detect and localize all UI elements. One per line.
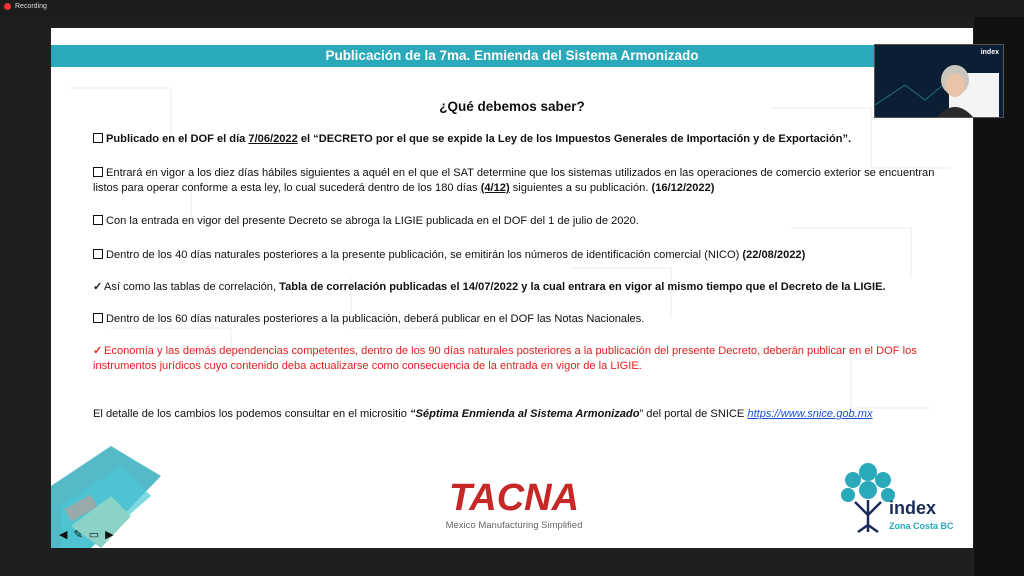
slide-controls <box>59 528 114 541</box>
next-icon[interactable]: ▶ <box>105 529 114 541</box>
checkbox-bullet-icon <box>93 133 103 143</box>
tacna-logo <box>429 476 599 516</box>
checkbox-bullet-icon <box>93 249 103 259</box>
checkmark-bullet-icon: ✓ <box>93 345 103 357</box>
detail-line <box>93 408 973 420</box>
index-brand: index <box>889 498 937 518</box>
slide-item <box>93 132 953 147</box>
item-text: Tabla de correlación publicadas el 14/07/2022 y la cual entrara en vigor al mismo tiempo que el Decreto de la LIGIE. <box>279 281 886 293</box>
presentation-slide <box>51 28 973 548</box>
tacna-tagline: Mexico Manufacturing Simplified <box>445 520 583 531</box>
checkmark-bullet-icon: ✓ <box>93 281 103 293</box>
slide-item <box>93 344 953 374</box>
slide-title: Publicación de la 7ma. Enmienda del Sistema Armonizado <box>51 45 973 67</box>
item-text: Dentro de los 60 días naturales posteriores a la publicación, deberá publicar en el DOF las Notas Nacionales. <box>106 313 645 325</box>
item-text: Así como las tablas de correlación, <box>104 281 280 293</box>
webcam-thumbnail[interactable] <box>874 44 1004 118</box>
tacna-brand: TACNA <box>448 477 580 516</box>
prev-icon[interactable]: ◀ <box>59 529 68 541</box>
recording-indicator <box>4 3 47 10</box>
index-subtitle: Zona Costa BC <box>889 521 954 531</box>
item-text: Publicado en el DOF el día <box>106 133 249 145</box>
recording-bar <box>0 0 1024 17</box>
menu-icon[interactable]: ▭ <box>88 529 100 541</box>
slide-heading: ¿Qué debemos saber? <box>439 99 585 114</box>
checkbox-bullet-icon <box>93 313 103 323</box>
checkbox-bullet-icon <box>93 215 103 225</box>
item-text: (22/08/2022) <box>742 249 806 261</box>
item-text: Economía y las demás dependencias competentes, dentro de los 90 días naturales posteriores a la publicación del presente Decreto, deberán publicar en el DOF los instrumentos jurídicos cuyo contenido deba actualizarse como consecuencia de la entrada en vigor de la LIGIE. <box>93 345 917 372</box>
item-text: 7/06/2022 <box>248 133 298 145</box>
microsite-name: “Séptima Enmienda al Sistema Armonizado <box>409 408 640 420</box>
snice-link[interactable]: https://www.snice.gob.mx <box>747 408 873 420</box>
item-text: Con la entrada en vigor del presente Decreto se abroga la LIGIE publicada en el DOF del 1 de julio de 2020. <box>106 215 639 227</box>
slide-item <box>93 166 953 196</box>
item-text: siguientes a su publicación. <box>509 182 652 194</box>
detail-prefix: El detalle de los cambios los podemos consultar en el micrositio <box>93 408 410 420</box>
slide-item <box>93 312 953 327</box>
slide-item <box>93 214 953 229</box>
slide-item <box>93 280 953 295</box>
item-text: Dentro de los 40 días naturales posteriores a la presente publicación, se emitirán los números de identificación comercial (NICO) <box>106 249 743 261</box>
item-text: (4/12) <box>480 182 510 194</box>
item-text: Entrará en vigor a los diez días hábiles siguientes a aquél en el que el SAT determine que los sistemas utilizados en las operaciones de comercio exterior se encuentran listos para operar conforme a esta ley, lo cual sucederá dentro de los 180 días <box>93 167 935 194</box>
slide-item <box>93 248 953 263</box>
item-text: (16/12/2022) <box>651 182 715 194</box>
checkbox-bullet-icon <box>93 167 103 177</box>
record-dot-icon <box>4 3 11 10</box>
item-text: el “DECRETO por el que se expide la Ley de los Impuestos Generales de Importación y de Exportación”. <box>297 133 852 145</box>
detail-middle: ” del portal de SNICE <box>639 408 748 420</box>
webcam-logo: index <box>980 49 999 56</box>
pen-icon[interactable]: ✎ <box>73 529 83 541</box>
recording-label: Recording <box>15 3 47 10</box>
